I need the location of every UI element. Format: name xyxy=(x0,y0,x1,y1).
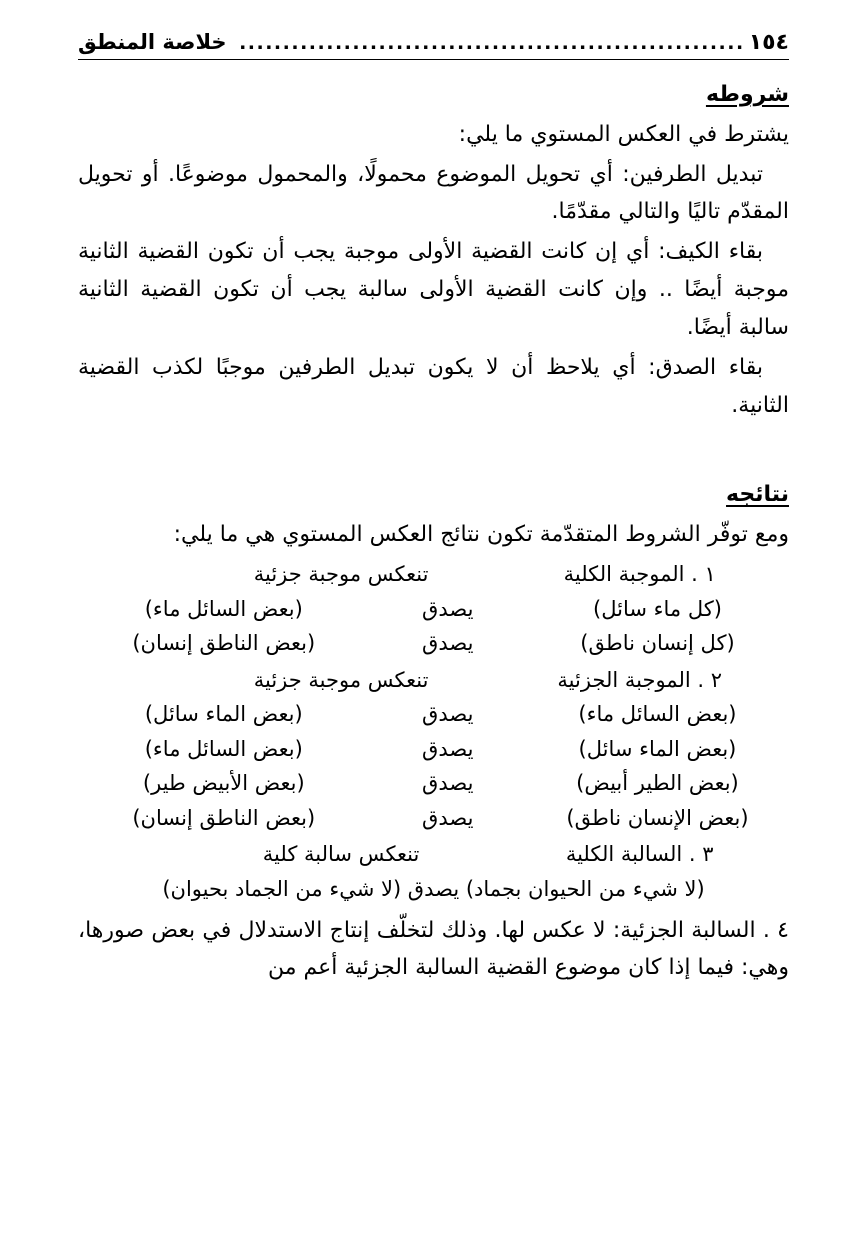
row-relation: يصدق xyxy=(422,771,474,796)
section-heading-conditions: شروطه xyxy=(705,82,789,107)
row-relation: يصدق xyxy=(422,702,474,727)
row-result: (بعض السائل ماء) xyxy=(144,736,303,761)
row-relation: يصدق xyxy=(422,736,474,761)
page-content xyxy=(78,76,789,987)
conditions-paragraph-1: تبديل الطرفين: أي تحويل الموضوع محمولًا، والمحمول موضوعًا. أو تحويل المقدّم تاليًا والتالي مقدّمًا. xyxy=(78,161,789,225)
row-original: (بعض الطير أبيض) xyxy=(576,771,739,796)
table-row xyxy=(78,593,789,626)
result-item-conversion: تنعكس سالبة كلية xyxy=(262,842,420,867)
row-relation: يصدق xyxy=(422,805,474,830)
row-result: (بعض الناطق إنسان) xyxy=(132,805,316,830)
row-relation: يصدق xyxy=(422,631,474,656)
row-original: (بعض الإنسان ناطق) xyxy=(566,805,749,830)
results-table xyxy=(78,558,789,905)
table-row xyxy=(78,627,789,660)
row-result: (بعض السائل ماء) xyxy=(144,596,303,621)
result-item-conversion: تنعكس موجبة جزئية xyxy=(253,562,429,587)
row-result: (بعض الماء سائل) xyxy=(144,702,303,727)
section-spacer xyxy=(78,426,789,460)
table-row xyxy=(78,733,789,766)
results-intro: ومع توفّر الشروط المتقدّمة تكون نتائج العكس المستوي هي ما يلي: xyxy=(173,522,789,548)
result-item-conversion: تنعكس موجبة جزئية xyxy=(253,667,429,692)
row-result: (بعض الناطق إنسان) xyxy=(132,631,316,656)
row-original: (كل إنسان ناطق) xyxy=(580,631,735,656)
row-original: (بعض السائل ماء) xyxy=(578,702,737,727)
conditions-paragraph-3: بقاء الصدق: أي يلاحظ أن لا يكون تبديل الطرفين موجبًا لكذب القضية الثانية. xyxy=(78,354,789,418)
conditions-paragraph-2: بقاء الكيف: أي إن كانت القضية الأولى موجبة يجب أن تكون القضية الثانية موجبة أيضًا .. وإن كانت القضية الأولى سالبة يجب أن تكون القضية الثانية سالبة أيضًا. xyxy=(78,239,789,340)
row-original: (كل ماء سائل) xyxy=(593,596,722,621)
table-row xyxy=(78,698,789,731)
row-original: (بعض الماء سائل) xyxy=(578,736,737,761)
header-dot-leader: .......................................................... xyxy=(239,34,745,53)
table-row xyxy=(78,767,789,800)
table-row xyxy=(78,802,789,835)
results-item-4: ٤ . السالبة الجزئية: لا عكس لها. وذلك لتخلّف إنتاج الاستدلال في بعض صورها، وهي: فيما إذا كان موضوع القضية السالبة الجزئية أعم من xyxy=(78,917,789,981)
section-heading-results: نتائجه xyxy=(726,482,789,508)
page-header xyxy=(78,30,789,60)
row-relation: يصدق xyxy=(422,596,474,621)
page-number: ١٥٤ xyxy=(748,30,789,55)
result-item-label: ١ . الموجبة الكلية xyxy=(563,562,716,587)
result-item-label: ٣ . السالبة الكلية xyxy=(565,842,714,867)
result-item-example: (لا شيء من الحيوان بجماد) يصدق (لا شيء من الجماد بحيوان) xyxy=(162,877,705,902)
result-item-header xyxy=(78,558,789,591)
book-title: خلاصة المنطق xyxy=(78,30,227,54)
conditions-intro: يشترط في العكس المستوي ما يلي: xyxy=(458,121,789,147)
result-item-label: ٢ . الموجبة الجزئية xyxy=(557,667,722,692)
row-result: (بعض الأبيض طير) xyxy=(142,771,305,796)
result-item-header xyxy=(78,838,789,871)
result-item-header xyxy=(78,664,789,697)
